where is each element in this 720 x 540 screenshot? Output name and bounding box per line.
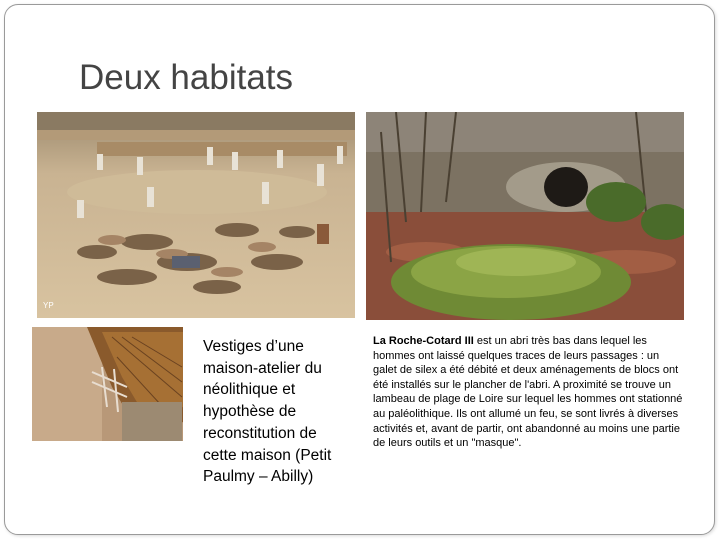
site-description	[373, 334, 685, 451]
reconstruction-photo	[32, 327, 183, 441]
photo-caption: Vestiges d’une maison-atelier du néolithique et hypothèse de reconstitution de cette maison (Petit Paulmy – Abilly)	[203, 338, 332, 486]
slide-title: Deux habitats	[79, 58, 294, 97]
site-description-text: est un abri très bas dans lequel les hommes ont laissé quelques traces de leurs passages : un galet de silex a été débité et deux aménagements de blocs ont été installés sur le plancher de l'abri. A proximité se trouve un lambeau de plage de Loire sur lequel les hommes ont stationné au paléolithique. Ils ont allumé un feu, se sont livrés à diverses activités et, avant de partir, ont abandonné au moins une partie de leurs outils et un "masque".	[373, 335, 683, 450]
watermark-text: YP	[43, 301, 54, 310]
site-name: La Roche-Cotard III	[373, 335, 474, 347]
cave-shelter-photo	[366, 112, 684, 320]
excavation-site-photo	[37, 112, 355, 318]
